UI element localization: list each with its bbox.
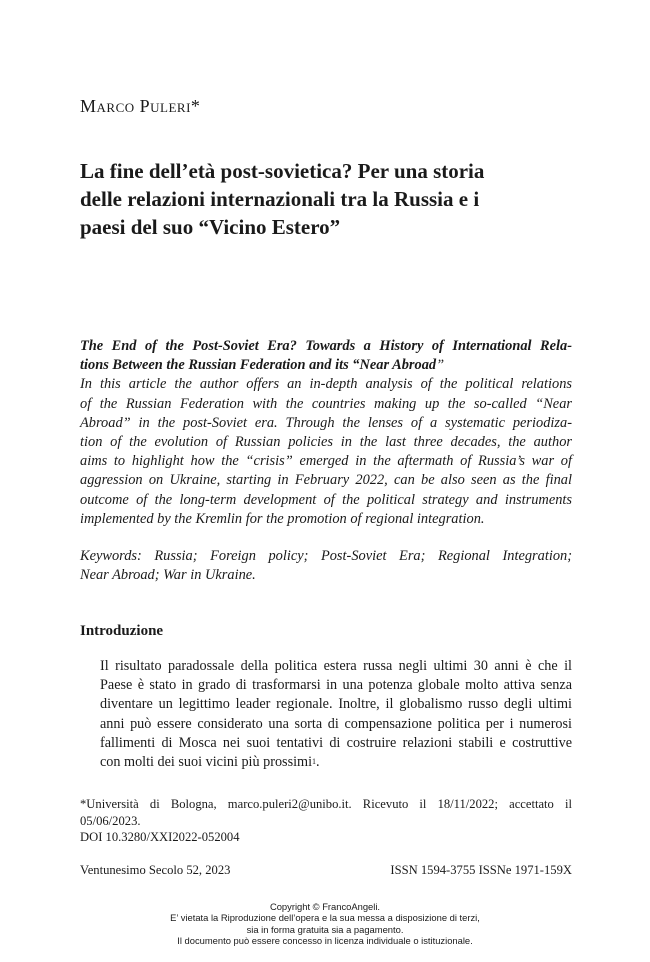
- keywords: [80, 547, 572, 585]
- footnote-line: 05/06/2023.: [80, 813, 141, 828]
- copyright-line: Il documento può essere concesso in licenza individuale o istituzionale.: [177, 935, 473, 947]
- english-title-line: The End of the Post-Soviet Era? Towards a History of International Rela-: [80, 338, 572, 354]
- title-line: delle relazioni internazionali tra la Russia e i: [80, 187, 480, 211]
- keywords-line: Near Abroad; War in Ukraine.: [80, 567, 256, 584]
- introduction-paragraph: [100, 657, 572, 772]
- footnote-line: *Università di Bologna, marco.puleri2@unibo.it. Ricevuto il 18/11/2022; accettato il: [80, 797, 572, 811]
- title-line: La fine dell’età post-sovietica? Per una storia: [80, 159, 485, 183]
- abstract-line: aims to highlight how the “crisis” emerged in the aftermath of Russia’s war of: [80, 453, 572, 470]
- article-title: [80, 157, 570, 241]
- paragraph-line: anni può essere considerato una sorta di compensazione politica per i numerosi: [100, 715, 572, 732]
- author-footnote-marker: *: [190, 96, 201, 116]
- abstract-line: aggression on Ukraine, starting in February 2022, can be also seen as the final: [80, 472, 572, 489]
- journal-citation: Ventunesimo Secolo 52, 2023: [80, 863, 231, 877]
- abstract-line: implemented by the Kremlin for the promotion of regional integration.: [80, 510, 485, 527]
- paragraph-line: fallimenti di Mosca nei suoi tentativi di costruire relazioni stabili e costruttive: [100, 734, 572, 751]
- footnote-reference[interactable]: 1: [312, 757, 317, 767]
- abstract: [80, 337, 572, 529]
- paragraph-end: .: [316, 754, 320, 771]
- copyright-line: E’ vietata la Riproduzione dell’opera e la sua messa a disposizione di terzi,: [170, 912, 480, 924]
- paragraph-line: Paese è stato in grado di trasformarsi in una potenza globale molto attiva senza: [100, 677, 572, 694]
- paragraph-line: [100, 753, 572, 772]
- english-title-closing-quote: ”: [436, 357, 445, 374]
- english-title-line: [80, 356, 572, 375]
- author-line: [80, 96, 200, 117]
- paragraph-line-text: con molti dei suoi vicini più prossimi: [100, 754, 313, 771]
- copyright-notice: [0, 901, 650, 947]
- abstract-line: outcome of the long-term development of the political strategy and instruments: [80, 491, 572, 508]
- abstract-line: of the Russian Federation with the countries making up the so-called “Near: [80, 395, 572, 412]
- abstract-line: tion of the evolution of Russian policies in the last three decades, the author: [80, 434, 572, 451]
- paragraph-line: diventare un legittimo leader regionale. Inoltre, il globalismo russo degli ultimi: [100, 696, 572, 713]
- author-name: Marco Puleri: [80, 96, 191, 116]
- copyright-line: sia in forma gratuita sia a pagamento.: [246, 923, 404, 935]
- journal-issn: ISSN 1594-3755 ISSNe 1971-159X: [390, 863, 572, 877]
- abstract-line: In this article the author offers an in-depth analysis of the political relations: [80, 376, 572, 393]
- paragraph-line: Il risultato paradossale della politica estera russa negli ultimi 30 anni è che il: [100, 658, 572, 674]
- english-title-text: tions Between the Russian Federation and its “Near Abroad: [80, 357, 437, 374]
- section-heading: Introduzione: [80, 623, 164, 639]
- author-footnote: [80, 796, 572, 846]
- doi-line: DOI 10.3280/XXI2022-052004: [80, 830, 240, 844]
- abstract-line: Abroad” in the post-Soviet era. Through the lenses of a systematic periodiza-: [80, 414, 572, 431]
- copyright-line: Copyright © FrancoAngeli.: [269, 901, 381, 912]
- keywords-line: Keywords: Russia; Foreign policy; Post-Soviet Era; Regional Integration;: [80, 548, 572, 564]
- title-line: paesi del suo “Vicino Estero”: [80, 215, 341, 239]
